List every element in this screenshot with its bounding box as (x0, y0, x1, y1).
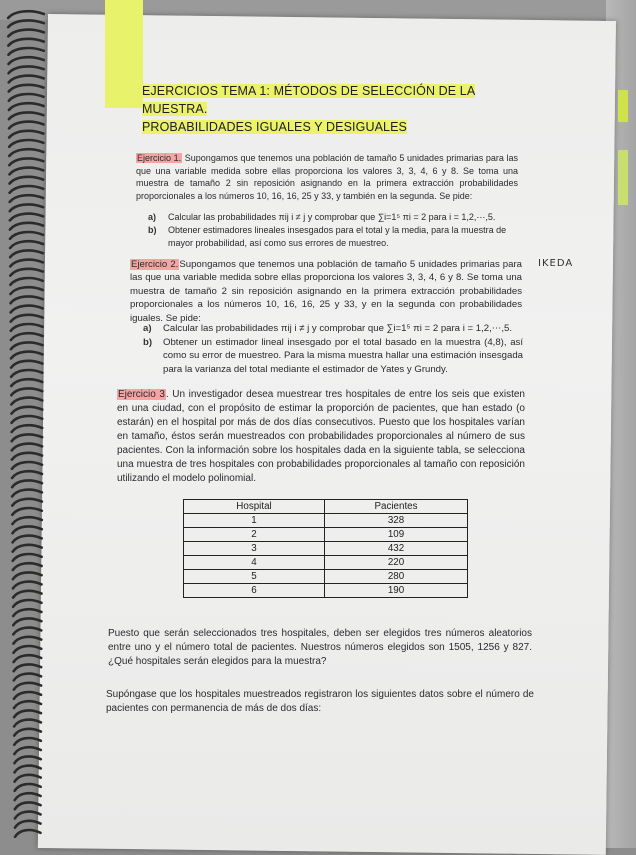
table-cell-hospital: 2 (184, 528, 325, 542)
spiral-ring (11, 306, 43, 313)
spiral-ring (9, 158, 43, 165)
spiral-ring (8, 48, 43, 55)
item-text: Calcular las probabilidades πij i ≠ j y comprobar que ∑i=1⁵ πi = 2 para i = 1,2,⋯,5. (168, 212, 496, 222)
item-text: Obtener estimadores lineales insesgados para el total y la media, para la muestra de mayor probabilidad, así como sus errores de muestreo. (168, 225, 507, 248)
spiral-ring (14, 738, 41, 745)
column-header-hospital: Hospital (184, 500, 325, 514)
spiral-ring (14, 747, 40, 754)
spiral-ring (10, 269, 43, 276)
spiral-ring (13, 600, 41, 607)
table-row (184, 542, 468, 556)
sticky-tab-right-lower (618, 150, 628, 205)
spiral-ring (14, 655, 42, 662)
spiral-ring (9, 140, 43, 147)
spiral-ring (13, 628, 41, 635)
spiral-ring (15, 766, 41, 773)
spiral-ring (8, 30, 44, 37)
table-cell-pacientes: 280 (325, 570, 468, 584)
spiral-ring (14, 664, 42, 671)
table-row (184, 528, 468, 542)
spiral-ring (9, 85, 44, 92)
spiral-ring (13, 582, 42, 589)
spiral-ring (8, 39, 43, 46)
table-cell-hospital: 5 (184, 570, 325, 584)
table-cell-hospital: 6 (184, 584, 325, 598)
spiral-ring (10, 278, 42, 285)
spiral-ring (11, 388, 42, 395)
spiral-ring (9, 76, 44, 83)
spiral-ring (10, 214, 43, 221)
spiral-ring (14, 646, 42, 653)
spiral-ring (12, 471, 42, 478)
spiral-ring (13, 618, 41, 625)
spiral-ring (11, 361, 42, 368)
spiral-ring (12, 517, 41, 524)
spiral-ring (9, 66, 44, 73)
spiral-ring (10, 204, 43, 211)
spiral-ring (9, 122, 43, 129)
spiral-ring (15, 775, 41, 782)
spiral-ring (14, 692, 41, 699)
title-line-1: EJERCICIOS TEMA 1: MÉTODOS DE SELECCIÓN DE LA MUESTRA. (142, 84, 476, 116)
spiral-ring (15, 821, 41, 828)
spiral-ring (11, 342, 43, 349)
item-marker: a) (148, 212, 157, 222)
table-cell-pacientes: 328 (325, 514, 468, 528)
spiral-ring (10, 223, 43, 230)
title-line-2: PROBABILIDADES IGUALES Y DESIGUALES (142, 120, 407, 134)
spiral-ring (12, 462, 42, 469)
spiral-ring (10, 177, 44, 184)
item-marker: b) (148, 225, 157, 235)
page-title (142, 82, 542, 136)
spiral-ring (14, 756, 40, 763)
item-marker: a) (143, 323, 152, 334)
spiral-ring (11, 324, 43, 331)
spiral-ring (9, 57, 44, 64)
spiral-ring (15, 830, 40, 837)
spiral-ring (11, 398, 42, 405)
exercise-1-text: Supongamos que tenemos una población de tamaño 5 unidades primarias para las que una variable medida sobre ellas proporciona los valores 3, 3, 4, 6 y 8. Se toma una muestra de tamaño 2 sin reposición asignando en la primera extracción probabilidades proporcionales a los números 10, 16, 16, 25 y 33, y también en la segunda. Se pide: (136, 153, 519, 201)
spiral-ring (10, 241, 43, 248)
spiral-ring (12, 490, 42, 497)
spiral-ring (12, 444, 42, 451)
spiral-ring (12, 499, 42, 506)
table-row (184, 570, 468, 584)
spiral-ring (10, 232, 43, 239)
spiral-ring (10, 195, 43, 202)
spiral-ring (13, 637, 41, 644)
spiral-ring (10, 260, 43, 267)
spiral-ring (14, 701, 41, 708)
spiral-ring (11, 315, 43, 322)
spiral-ring (9, 168, 43, 175)
spiral-ring (14, 683, 41, 690)
exercise-3-label: Ejercicio 3 (118, 389, 165, 400)
spiral-ring (13, 545, 42, 552)
exercise-1-item-a (148, 211, 516, 224)
spiral-ring (11, 333, 43, 340)
spiral-ring (9, 94, 44, 101)
exercise-2-item-a (143, 322, 523, 335)
spiral-ring (13, 572, 42, 579)
spiral-ring (15, 784, 41, 791)
exercise-3-text: . Un investigador desea muestrear tres hospitales de entre los seis que existen en una ciudad, con el propósito de estimar la proporción de pacientes, que han estado (o estarán) en el hospital por más de dos días consecutivos. Puesto que los hospitales varían en tamaño, éstos serán muestreados con probabilidades proporcionales al número de sus pacientes. Con la información sobre los hospitales dada en la siguiente tabla, se selecciona una muestra de tres hospitales con probabilidades proporcionales al tamaño con reposición utilizando el modelo polinomial. (117, 389, 525, 484)
exercise-1-item-b (148, 224, 516, 249)
spiral-ring (14, 674, 41, 681)
hospital-table (183, 499, 468, 598)
spiral-ring (9, 131, 43, 138)
spiral-ring (12, 526, 41, 533)
table-cell-pacientes: 220 (325, 556, 468, 570)
spiral-ring (14, 720, 41, 727)
spiral-ring (13, 536, 42, 543)
table-cell-hospital: 1 (184, 514, 325, 528)
handwritten-note: IKEDA (538, 258, 574, 269)
item-text: Calcular las probabilidades πij i ≠ j y comprobar que ∑i=1⁵ πi = 2 para i = 1,2,⋯,5. (163, 323, 513, 334)
spiral-ring (14, 729, 41, 736)
paragraph-random-numbers: Puesto que serán seleccionados tres hospitales, deben ser elegidos tres números aleatorios entre uno y el número total de pacientes. Nuestros números elegidos son 1505, 1256 y 827. ¿Qué hospitales serán elegidos para la muestra? (108, 628, 532, 667)
spiral-ring (11, 370, 42, 377)
item-marker: b) (143, 337, 153, 348)
spiral-ring (12, 434, 42, 441)
column-header-pacientes: Pacientes (325, 500, 468, 514)
spiral-ring (15, 802, 41, 809)
table-row (184, 514, 468, 528)
spiral-ring (13, 591, 41, 598)
spiral-ring (10, 250, 43, 257)
spiral-ring (12, 416, 43, 423)
exercise-3-statement (117, 388, 525, 486)
table-cell-pacientes: 190 (325, 584, 468, 598)
spiral-ring (8, 11, 44, 18)
spiral-ring (14, 710, 41, 717)
table-cell-pacientes: 432 (325, 542, 468, 556)
spiral-ring (11, 296, 43, 303)
spiral-ring (9, 149, 43, 156)
table-cell-hospital: 3 (184, 542, 325, 556)
spiral-ring (12, 453, 42, 460)
spiral-ring (12, 508, 41, 515)
spiral-ring (12, 425, 43, 432)
spiral-ring (8, 20, 44, 27)
spiral-ring (15, 793, 41, 800)
table-cell-pacientes: 109 (325, 528, 468, 542)
spiral-ring (11, 407, 42, 414)
table-row (184, 556, 468, 570)
paragraph-sampled-data: Supóngase que los hospitales muestreados registraron los siguientes datos sobre el número de pacientes con permanencia de más de dos días: (106, 689, 534, 714)
spiral-ring (10, 186, 44, 193)
table-header-row (184, 500, 468, 514)
spiral-ring (11, 352, 42, 359)
table-cell-hospital: 4 (184, 556, 325, 570)
spiral-ring (13, 563, 42, 570)
spiral-ring (12, 480, 42, 487)
spiral-ring (15, 812, 41, 819)
exercise-2-statement (130, 258, 522, 325)
exercise-1-label: Ejercicio 1. (137, 153, 182, 163)
table-row (184, 584, 468, 598)
item-text: Obtener un estimador lineal insesgado por el total basado en la muestra (4,8), así como su error de muestreo. Para la misma muestra hallar una estimación insesgada para la varianza del total mediante el estimador de Yates y Grundy. (163, 337, 523, 375)
spiral-ring (9, 103, 44, 110)
exercise-2-item-b (143, 336, 523, 376)
spiral-ring (9, 112, 44, 119)
spiral-binding (0, 0, 62, 848)
sticky-tab-top (105, 0, 143, 108)
spiral-ring (10, 287, 42, 294)
exercise-1-statement (136, 152, 518, 202)
spiral-ring (13, 554, 42, 561)
sticky-tab-right (618, 90, 628, 122)
exercise-2-label: Ejercicio 2. (131, 259, 179, 270)
spiral-ring (13, 609, 41, 616)
spiral-ring (11, 379, 42, 386)
exercise-2-text: Supongamos que tenemos una población de tamaño 5 unidades primarias para las que una variable medida sobre ellas proporciona los valores 3, 3, 4, 6 y 8. Se toma una muestra de tamaño 2 sin reposición asignando en la primera extracción probabilidades proporcionales a los números 10, 16, 16, 25 y 33, y en la segunda con probabilidades iguales. Se pide: (130, 259, 523, 324)
